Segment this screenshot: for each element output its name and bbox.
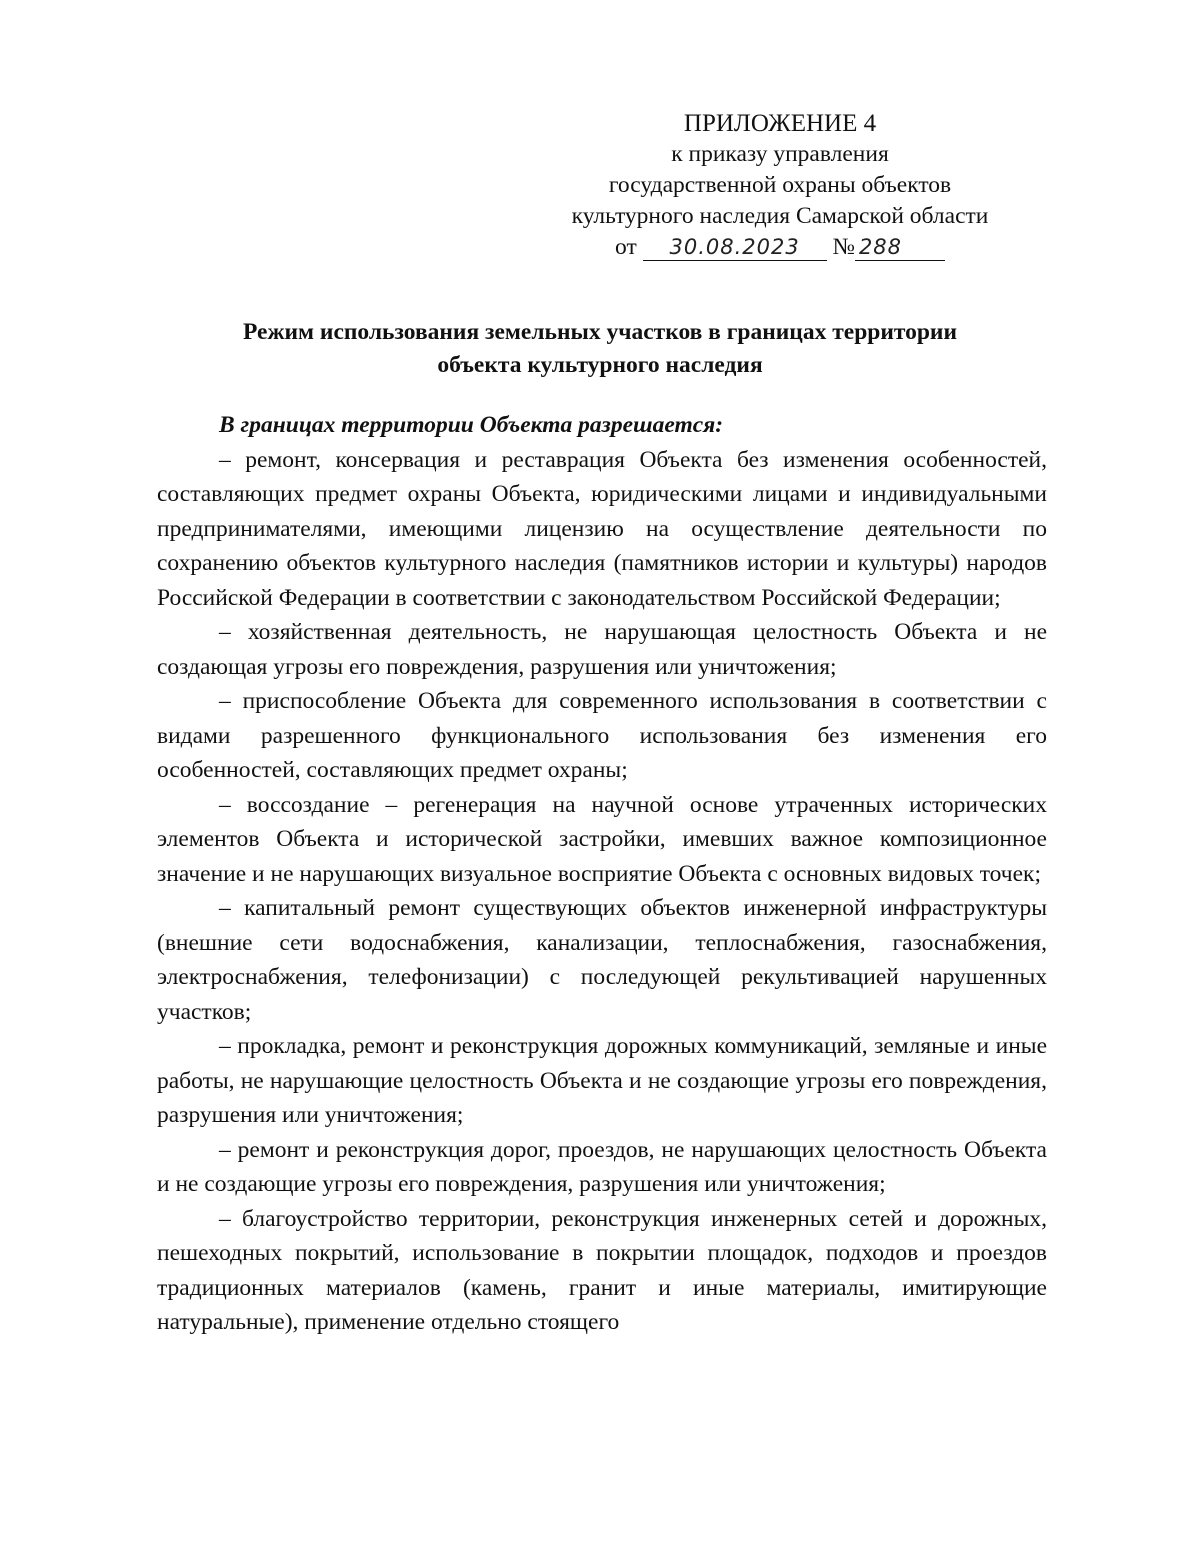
list-item: – прокладка, ремонт и реконструкция дорожных коммуникаций, земляные и иные работы, не нарушающие целостность Объекта и не создающие угрозы его повреждения, разрушения или уничтожения; xyxy=(157,1033,1047,1128)
list-item: – ремонт, консервация и реставрация Объекта без изменения особенностей, составляющих предмет охраны Объекта, юридическими лицами и индивидуальными предпринимателями, имеющими лицензию на осуществление деятельности по сохранению объектов культурного наследия (памятников истории и культуры) народов Российской Федерации в соответствии с законодательством Российской Федерации; xyxy=(157,446,1047,611)
handwritten-date: 30.08.2023 xyxy=(643,234,827,261)
from-label: от xyxy=(615,234,637,260)
list-item: – воссоздание – регенерация на научной основе утраченных исторических элементов Объекта и исторической застройки, имевших важное композиционное значение и не нарушающих визуальное восприятие Объекта с основных видовых точек; xyxy=(157,791,1047,887)
appendix-line-3: культурного наследия Самарской области xyxy=(571,203,989,229)
order-date-number-line xyxy=(520,232,1040,263)
appendix-header xyxy=(520,108,1040,263)
list-item: – ремонт и реконструкция дорог, проездов, не нарушающих целостность Объекта и не создающие угрозы его повреждения, разрушения или уничтожения; xyxy=(157,1136,1047,1197)
document-title xyxy=(150,316,1050,382)
appendix-title: ПРИЛОЖЕНИЕ 4 xyxy=(683,110,877,137)
section-heading: В границах территории Объекта разрешается: xyxy=(219,412,724,438)
title-line-2: объекта культурного наследия xyxy=(437,352,763,378)
document-body xyxy=(157,408,1047,1340)
list-item: – благоустройство территории, реконструкция инженерных сетей и дорожных, пешеходных покрытий, использование в покрытии площадок, подходов и проездов традиционных материалов (камень, гранит и иные материалы, имитирующие натуральные), применение отдельно стоящего xyxy=(157,1205,1047,1335)
appendix-line-2: государственной охраны объектов xyxy=(608,172,952,198)
title-line-1: Режим использования земельных участков в границах территории xyxy=(242,319,958,345)
list-item: – приспособление Объекта для современного использования в соответствии с видами разрешенного функционального использования без изменения его особенностей, составляющих предмет охраны; xyxy=(157,688,1047,783)
handwritten-number: 288 xyxy=(855,234,945,261)
number-label: № xyxy=(832,234,855,260)
list-item: – хозяйственная деятельность, не нарушающая целостность Объекта и не создающая угрозы его повреждения, разрушения или уничтожения; xyxy=(157,619,1047,680)
list-item: – капитальный ремонт существующих объектов инженерной инфраструктуры (внешние сети водоснабжения, канализации, теплоснабжения, газоснабжения, электроснабжения, телефонизации) с последующей рекультивацией нарушенных участков; xyxy=(157,895,1047,1025)
appendix-line-1: к приказу управления xyxy=(671,141,889,167)
